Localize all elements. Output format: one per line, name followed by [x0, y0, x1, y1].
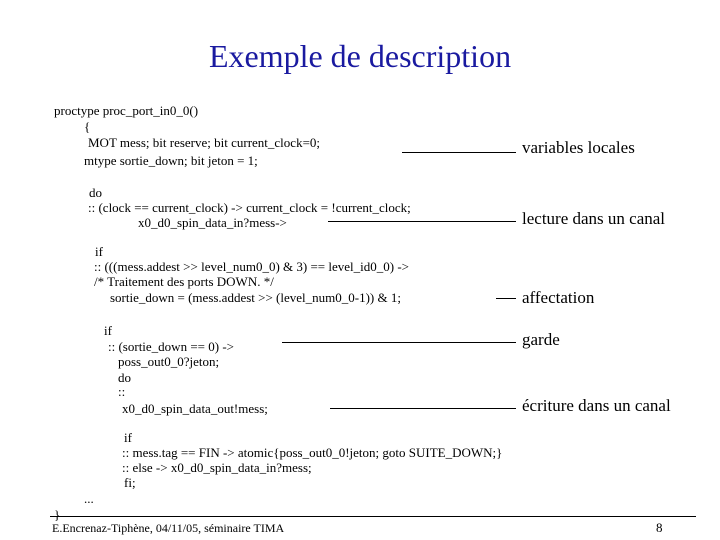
- code-line: ...: [84, 491, 94, 506]
- annotation-variables-locales: variables locales: [522, 138, 635, 157]
- code-line: :: (clock == current_clock) -> current_clock = !current_clock;: [88, 200, 411, 215]
- annotation-connector-line: [282, 342, 516, 343]
- code-line: proctype proc_port_in0_0(): [54, 103, 199, 118]
- code-line: /* Traitement des ports DOWN. */: [94, 274, 274, 289]
- annotation-garde: garde: [522, 330, 560, 349]
- annotation-connector-line: [328, 221, 516, 222]
- code-line: {: [84, 119, 91, 134]
- code-line: mtype sortie_down; bit jeton = 1;: [84, 153, 258, 168]
- code-line: x0_d0_spin_data_out!mess;: [122, 401, 268, 416]
- code-line: :: mess.tag == FIN -> atomic{poss_out0_0!jeton; goto SUITE_DOWN;}: [122, 445, 503, 460]
- page-number: 8: [656, 520, 663, 535]
- code-line: do: [118, 370, 131, 385]
- code-line: :: (sortie_down == 0) ->: [108, 339, 234, 354]
- footer-author: E.Encrenaz-Tiphène, 04/11/05, séminaire TIMA: [52, 521, 285, 535]
- code-line: :: else -> x0_d0_spin_data_in?mess;: [122, 460, 312, 475]
- code-line: :: (((mess.addest >> level_num0_0) & 3) == level_id0_0) ->: [94, 259, 410, 274]
- annotation-ecriture-canal: écriture dans un canal: [522, 396, 671, 415]
- annotation-connector-line: [496, 298, 516, 299]
- footer-divider: [50, 516, 696, 517]
- code-line: do: [89, 185, 102, 200]
- code-line: if: [104, 323, 112, 338]
- code-line: ::: [118, 384, 126, 399]
- annotation-connector-line: [402, 152, 516, 153]
- code-line: poss_out0_0?jeton;: [118, 354, 220, 369]
- code-line: }: [54, 507, 61, 522]
- code-line: x0_d0_spin_data_in?mess->: [138, 215, 287, 230]
- code-line: sortie_down = (mess.addest >> (level_num0_0-1)) & 1;: [110, 290, 401, 305]
- slide-title: Exemple de description: [208, 38, 512, 74]
- annotation-lecture-canal: lecture dans un canal: [522, 209, 666, 228]
- annotation-affectation: affectation: [522, 288, 595, 307]
- code-line: if: [95, 244, 103, 259]
- annotation-connector-line: [330, 408, 516, 409]
- code-line: fi;: [124, 475, 136, 490]
- code-line: MOT mess; bit reserve; bit current_clock=0;: [88, 135, 321, 150]
- code-line: if: [124, 430, 132, 445]
